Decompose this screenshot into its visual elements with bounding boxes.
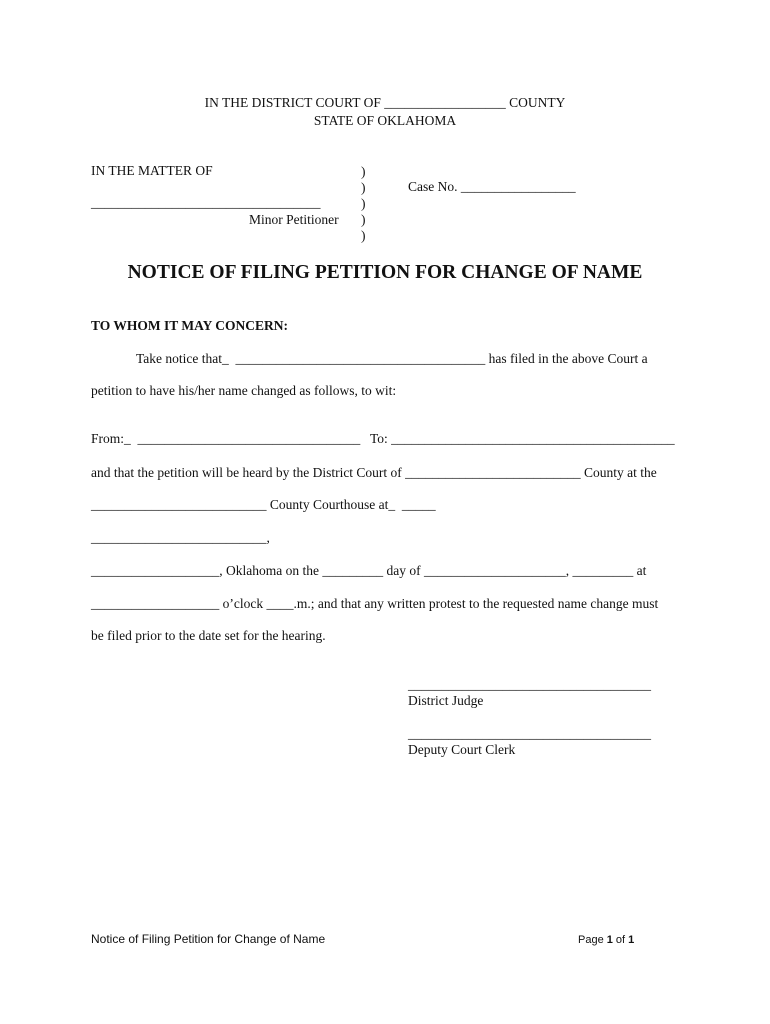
caption-paren: ) [361,180,366,195]
judge-label: District Judge [408,693,484,708]
page-total: 1 [628,934,635,946]
clerk-signature-line: ____________________________________ [408,726,651,741]
footer-title: Notice of Filing Petition for Change of Name [91,932,326,946]
caption-paren: ) [361,196,366,211]
court-state-line: STATE OF OKLAHOMA [313,113,457,128]
page-prefix: Page [578,934,607,946]
page-number [578,932,634,948]
to-name-field: To: __________________________________________ [370,431,675,446]
caption-paren: ) [361,228,366,243]
from-name-field: From:_ _________________________________ [91,431,361,446]
caption-paren: ) [361,164,366,179]
case-number: Case No. _________________ [408,179,576,194]
minor-petitioner-label: Minor Petitioner [249,212,339,227]
body-line: ___________________ o’clock ____.m.; and that any written protest to the requested name change must [91,596,659,611]
body-line: petition to have his/her name changed as follows, to wit: [91,383,397,398]
notice-title: NOTICE OF FILING PETITION FOR CHANGE OF NAME [127,262,643,283]
body-line: and that the petition will be heard by the District Court of __________________________ County at the [91,465,657,480]
body-line: be filed prior to the date set for the hearing. [91,628,326,643]
page-current: 1 [606,934,613,946]
body-line: __________________________ County Courthouse at_ _____ [91,497,436,512]
body-line: __________________________, [91,530,270,545]
page-of: of [612,934,629,946]
body-line: Take notice that_ _____________________________________ has filed in the above Court a [136,351,648,366]
clerk-label: Deputy Court Clerk [408,742,516,757]
body-line: ___________________, Oklahoma on the _________ day of _____________________, _________ at [91,563,647,578]
court-header-line: IN THE DISTRICT COURT OF __________________ COUNTY [204,95,566,110]
caption-paren: ) [361,212,366,227]
matter-label: IN THE MATTER OF [91,163,213,178]
judge-signature-line: ____________________________________ [408,677,651,692]
petitioner-name-line: __________________________________ [91,195,321,210]
salutation: TO WHOM IT MAY CONCERN: [91,318,289,333]
